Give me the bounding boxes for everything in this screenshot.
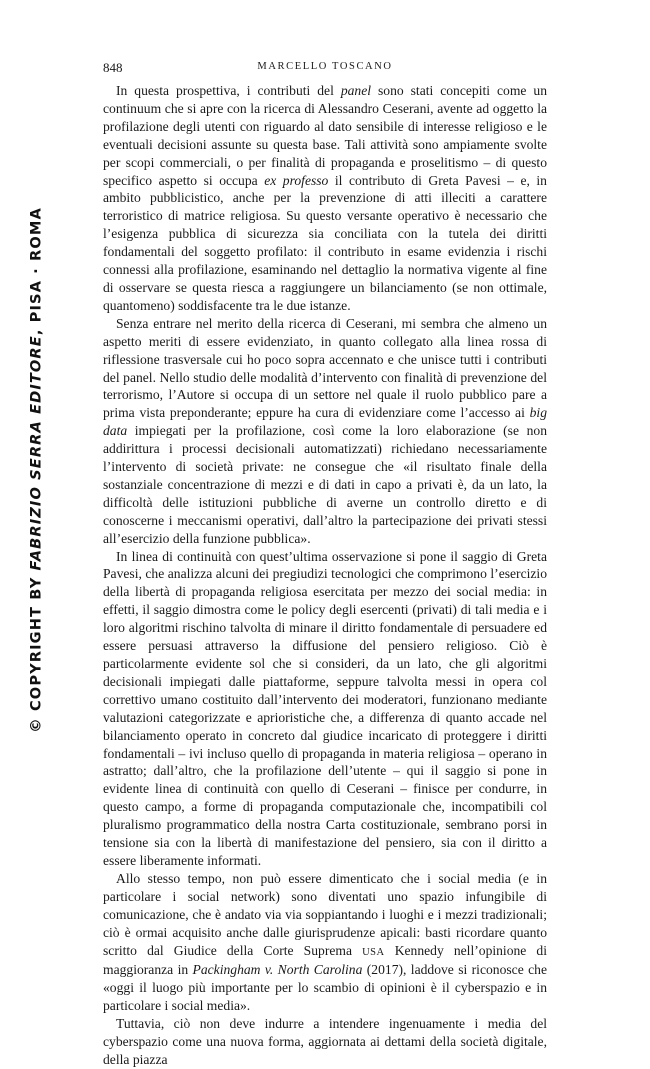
text-run: In linea di continuità con quest’ultima osservazione si pone il saggio di Greta Pavesi, che analizza alcuni dei pregiudizi tecnologici che comprimono l’esercizio della libertà di propaganda religiosa esercitata per mezzo dei social media: in effetti, il saggio dimostra come le policy degli esercenti (privati) di tali media e i loro algoritmi rischino talvolta di minare il diritto fondamentale di persuadere ed essere persuasi attraverso la diffusione del pensiero religioso. Ciò è particolarmente evidente sol che si consideri, da un lato, che gli algoritmi decisionali impiegati dalle piattaforme, seppure talvolta messi in opera col correttivo umano costituito dall’intervento dei moderatori, funzionano mediante valutazioni categorizzate e aprioristiche che, a differenza di quanto accade nel bilanciamento operato in concreto dal giudice incaricato di proteggere i diritti fondamentali – ivi incluso quello di propaganda in materia religiosa – operano in astratto; dall’altro, che la profilazione dell’utente – qui il saggio si pone in evidente linea di continuità con quello di Ceserani – finisce per condurre, in questo campo, a forme di propaganda computazionale che, incompatibili col pluralismo programmatico della nostra Carta costituzionale, sembrano porsi in tensione sia con la libertà di manifestazione del pensiero, sia con il diritto a essere liberamente informati. (103, 548, 547, 868)
text-run: Senza entrare nel merito della ricerca di Ceserani, mi sembra che almeno un aspetto meriti di essere evidenziato, in quanto collegato alla linea rossa di riflessione trasversale cui ho poco sopra accennato e che unisce tutti i contributi del panel. Nello studio delle modalità d’intervento con finalità di prevenzione del terrorismo, l’Autore si occupa di un settore nel quale il ruolo pubblico pare a prima vista preponderante; eppure ha cura di evidenziare come l’accesso ai (103, 315, 547, 421)
text-run: Allo stesso tempo, non può essere dimenticato che i social media (e in particolare i social network) sono diventati uno spazio infungibile di comunicazione, che è andato via via soppiantando i luoghi e i mezzi tradizionali; ciò è ormai acquisito anche dalle giurisprudenze apicali: basti ricordare quanto scritto dal Giudice della Corte Suprema (103, 870, 547, 958)
text-run: panel (340, 83, 372, 98)
text-run: Kennedy nell’opinione di maggioranza in (103, 942, 547, 978)
page-number: 848 (103, 60, 123, 75)
page-header (103, 60, 547, 76)
paragraph (103, 548, 547, 870)
copyright-notice (28, 207, 45, 733)
text-run: il contributo di Greta Pavesi – e, in ambito pubblicistico, anche per la prevenzione di atti illeciti a carattere terroristico di matrice religiosa. Su questo versante operativo è necessario che l’esigenza pubblica di sicurezza sia conciliata con la tutela dei diritti fondamentali del soggetto profilato: il contributo in esame evidenzia i rischi connessi alla profilazione, esaminando nel dettaglio la normativa vigente al fine di osservare se questa riesca a raggiungere un bilanciamento (se non ottimale, quantomeno) soddisfacente tra le due istanze. (103, 172, 547, 313)
body-text (103, 82, 547, 1069)
text-run: Tuttavia, ciò non deve indurre a intendere ingenuamente i media del cyberspazio come una nuova forma, aggiornata ai dettami della società digitale, della piazza (103, 1016, 547, 1067)
text-run: sono stati concepiti come un continuum che si apre con la ricerca di Alessandro Ceserani, avente ad oggetto la profilazione degli utenti con riguardo al dato sensibile di interesse religioso e le eventuali decisioni assunte su questa base. Tali attività sono ampiamente svolte per scopi commerciali, o per finalità di propaganda e proselitismo – di questo specifico aspetto si occupa (103, 83, 547, 188)
text-run: (2017), laddove si riconosce che «oggi il luogo più importante per lo scambio di opinioni è il cyberspazio e in particolare i social media». (103, 962, 547, 1014)
text-run: big data (103, 405, 547, 439)
paragraph (103, 82, 547, 315)
copyright-publisher: FABRIZIO SERRA EDITORE (27, 335, 45, 571)
copyright-suffix: , PISA · ROMA (27, 207, 45, 336)
paragraph (103, 1015, 547, 1069)
text-run: USA (362, 946, 385, 958)
text-run: ex professo (264, 172, 329, 188)
text-run: In questa prospettiva, i contributi del (116, 83, 341, 98)
paragraph (103, 870, 547, 1015)
text-run: impiegati per la profilazione, così come la loro elaborazione (se non addirittura i processi decisionali automatizzati) richiedano necessariamente l’intervento di società private: ne consegue che «il risultato finale della sostanziale concentrazione di mezzi e di dati in capo a privati è, da un lato, la difficoltà delle istituzioni pubbliche di averne un controllo diretto e di conoscerne i meccanismi operativi, dall’altro la partecipazione dei privati stessi all’esercizio della funzione pubblica». (103, 423, 547, 546)
text-run: Packingham v. North Carolina (192, 962, 363, 978)
copyright-prefix: © COPYRIGHT BY (27, 570, 45, 733)
paragraph (103, 315, 547, 548)
running-head: MARCELLO TOSCANO (257, 61, 393, 72)
